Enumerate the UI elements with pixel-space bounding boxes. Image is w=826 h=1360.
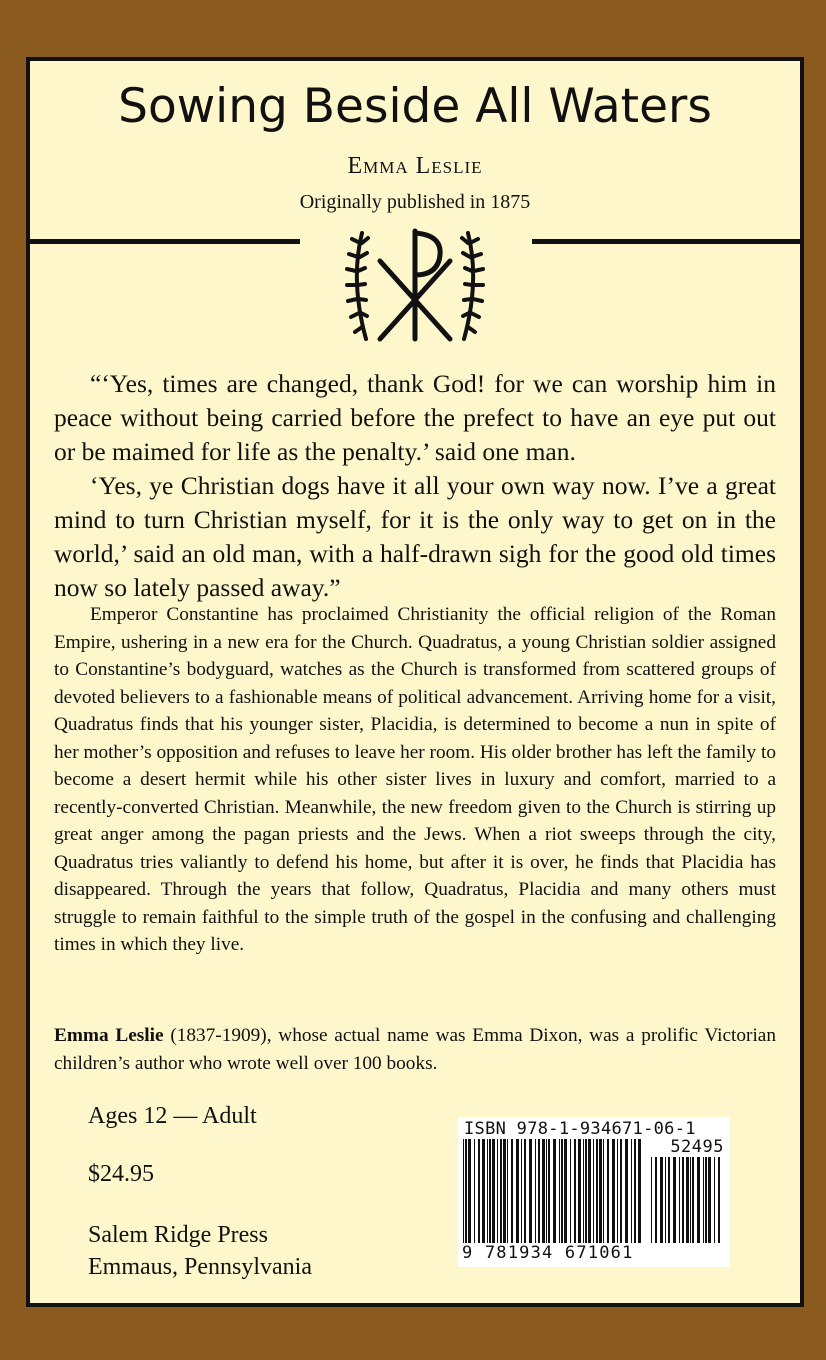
barcode-bar: [482, 1139, 485, 1243]
barcode-bar: [524, 1139, 526, 1243]
barcode-bar: [708, 1157, 711, 1243]
barcode-bar: [535, 1139, 536, 1243]
book-price: $24.95: [88, 1161, 154, 1187]
bio-text: (1837-1909), whose actual name was Emma Dixon, was a prolific Victorian children’s author who wrote well over 100 books.: [54, 1025, 776, 1074]
barcode-bar: [542, 1139, 545, 1243]
barcode-bar: [603, 1139, 604, 1243]
bio-author-name: Emma Leslie: [54, 1025, 164, 1046]
publication-note: Originally published in 1875: [299, 191, 531, 213]
barcode-bar: [465, 1139, 467, 1243]
barcode-bars-icon: [462, 1139, 642, 1243]
barcode-bar: [651, 1157, 652, 1243]
barcode-bar: [500, 1139, 502, 1243]
barcode-bar: [697, 1157, 700, 1243]
barcode-bar: [588, 1139, 591, 1243]
barcode-bar: [638, 1139, 641, 1243]
barcode-bar: [521, 1139, 522, 1243]
price-code: 52495: [670, 1137, 724, 1157]
barcode-bar: [668, 1157, 670, 1243]
barcode-bar: [714, 1157, 715, 1243]
chi-rho-laurel-icon: [340, 221, 490, 351]
barcode-bar: [561, 1139, 563, 1243]
price-barcode-bars-icon: [650, 1157, 724, 1243]
barcode-bar: [492, 1139, 495, 1243]
barcode-bar: [503, 1139, 506, 1243]
publisher-name: Salem Ridge Press: [88, 1222, 268, 1248]
isbn-number: ISBN 978-1-934671-06-1: [464, 1119, 696, 1139]
barcode-bar: [718, 1157, 720, 1243]
barcode-bar: [593, 1139, 594, 1243]
author-bio: [54, 1022, 776, 1077]
barcode-bar: [705, 1157, 707, 1243]
barcode-bar: [634, 1139, 636, 1243]
barcode-bar: [703, 1157, 704, 1243]
barcode-bar: [516, 1139, 519, 1243]
barcode-bar: [673, 1157, 676, 1243]
age-range: Ages 12 — Adult: [88, 1103, 257, 1129]
isbn-barcode: [458, 1117, 730, 1267]
barcode-bar: [529, 1139, 532, 1243]
back-cover-panel: [26, 57, 804, 1307]
barcode-bar: [682, 1157, 684, 1243]
barcode-digits: 9 781934 671061: [462, 1243, 634, 1263]
barcode-bar: [474, 1139, 475, 1243]
barcode-bar: [612, 1139, 615, 1243]
publisher-info: [88, 1219, 312, 1283]
publisher-location: Emmaus, Pennsylvania: [88, 1254, 312, 1280]
barcode-bar: [631, 1139, 632, 1243]
barcode-bar: [489, 1139, 491, 1243]
barcode-bar: [620, 1139, 622, 1243]
synopsis-paragraph: Emperor Constantine has proclaimed Christianity the official religion of the Roman Empire, ushering in a new era for the Church. Quadratus, a young Christian soldier assigned to Constantine’s bodyguard, watches as the Church is transformed from scattered groups of devoted believers to a fashionable means of political advancement. Arriving home for a visit, Quadratus finds that his younger sister, Placidia, is determined to become a nun in spite of her mother’s opposition and refuses to leave her room. His older brother has left the family to become a desert hermit while his other sister lives in luxury and comfort, married to a recently-converted Christian. Meanwhile, the new freedom given to the Church is stirring up great anger among the pagan priests and the Jews. When a riot sweeps through the city, Quadratus tries valiantly to defend his home, but after it is over, he finds that Placidia has disappeared. Through the years that follow, Quadratus, Placidia and many others must struggle to remain faithful to the simple truth of the gospel in the confusing and challenging times in which they live.: [54, 604, 776, 955]
barcode-bar: [468, 1139, 471, 1243]
barcode-bar: [599, 1139, 602, 1243]
barcode-bar: [692, 1157, 694, 1243]
quote-paragraph: “‘Yes, times are changed, thank God! for we can worship him in peace without being carried before the prefect to have an eye put out or be maimed for life as the penalty.’ said one man.: [54, 369, 776, 466]
barcode-bar: [538, 1139, 540, 1243]
author-name: Emma Leslie: [347, 153, 483, 179]
barcode-bar: [585, 1139, 587, 1243]
barcode-bar: [655, 1157, 657, 1243]
barcode-bar: [574, 1139, 576, 1243]
barcode-bar: [690, 1157, 691, 1243]
barcode-bar: [487, 1139, 488, 1243]
barcode-bar: [617, 1139, 618, 1243]
barcode-bar: [660, 1157, 663, 1243]
excerpt-quote: [54, 367, 776, 605]
barcode-bar: [511, 1139, 513, 1243]
barcode-bar: [607, 1139, 609, 1243]
barcode-bar: [596, 1139, 598, 1243]
barcode-bar: [546, 1139, 547, 1243]
book-title: Sowing Beside All Waters: [118, 79, 712, 134]
barcode-bar: [679, 1157, 680, 1243]
barcode-bar: [570, 1139, 571, 1243]
barcode-bar: [548, 1139, 550, 1243]
barcode-bar: [665, 1157, 666, 1243]
barcode-bar: [559, 1139, 560, 1243]
barcode-bar: [497, 1139, 498, 1243]
divider-left: [30, 239, 300, 244]
barcode-bar: [478, 1139, 480, 1243]
book-synopsis: [54, 601, 776, 959]
barcode-bar: [507, 1139, 508, 1243]
barcode-bar: [578, 1139, 581, 1243]
barcode-bar: [583, 1139, 584, 1243]
quote-paragraph: ‘Yes, ye Christian dogs have it all your own way now. I’ve a great mind to turn Christian myself, for it is the only way to get on in the world,’ said an old man, with a half-drawn sigh for the good old times now so lately passed away.”: [54, 471, 776, 602]
barcode-bar: [463, 1139, 464, 1243]
divider-right: [532, 239, 800, 244]
barcode-bar: [553, 1139, 556, 1243]
barcode-bar: [686, 1157, 689, 1243]
barcode-bar: [564, 1139, 567, 1243]
barcode-bar: [625, 1139, 628, 1243]
